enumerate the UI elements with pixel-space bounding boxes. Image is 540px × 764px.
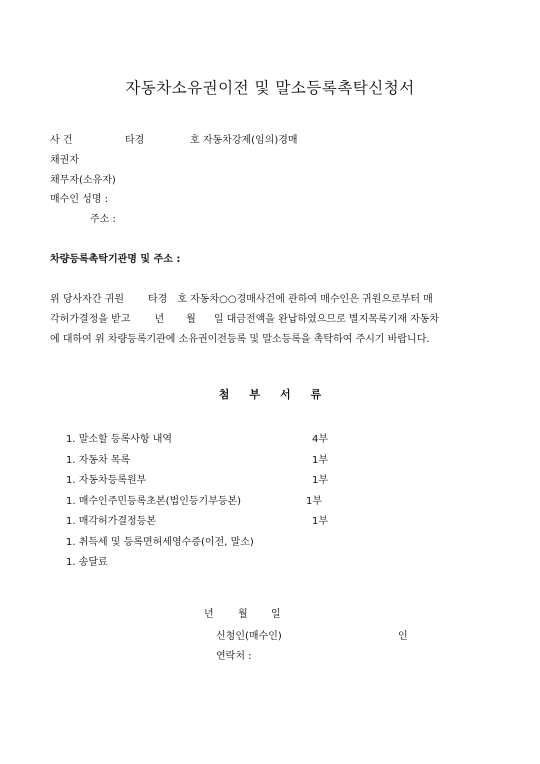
attachment-item-name: 1. 매수인주민등록초본(법인등기부등본) (66, 495, 242, 507)
applicant-label: 신청인(매수인) (216, 631, 282, 642)
body-line-2-part-3: 월 (186, 314, 196, 325)
body-line-2 (50, 310, 439, 325)
attachment-item-name: 1. 송달료 (66, 557, 108, 568)
attachment-item-count: 1부 (306, 495, 323, 507)
body-line-3: 에 대하여 위 차량등록기관에 소유권이전등록 및 말소등록을 촉탁하여 주시기 바랍니다. (50, 334, 430, 345)
attachment-item-name: 1. 자동차등록원부 (66, 475, 147, 486)
document-title: 자동차소유권이전 및 말소등록촉탁신청서 (125, 79, 415, 97)
attachment-item-count: 4부 (312, 434, 329, 445)
date-year: 년 (204, 609, 214, 620)
buyer-name-label: 매수인 성명 : (50, 194, 109, 205)
body-line-1-part-2: 타경 (147, 294, 168, 305)
case-label: 사 건 (50, 135, 73, 146)
attachment-item-count: 1부 (312, 516, 329, 527)
body-line-1-part-1: 위 당사자간 귀원 (50, 294, 124, 305)
attachment-item-count: 1부 (312, 475, 329, 486)
attachment-item-name: 1. 취득세 및 등록면허세영수증(이전, 말소) (66, 536, 254, 548)
body-line-1 (50, 290, 433, 305)
body-line-1-part-3: 호 자동차○○경매사건에 관하여 매수인은 귀원으로부터 매 (177, 294, 433, 305)
date-day: 일 (271, 609, 281, 620)
attachment-item-count: 1부 (312, 454, 329, 466)
body-line-2-part-4: 일 대금전액을 완납하였으므로 별지목록기재 자동차 (213, 314, 440, 325)
case-type: 호 자동차강제(임의)경매 (190, 135, 298, 146)
attachment-item-name: 1. 자동차 목록 (66, 454, 131, 466)
attachment-item-name: 1. 말소할 등록사항 내역 (66, 434, 173, 445)
buyer-address-label: 주소 : (90, 214, 116, 225)
contact-label: 연락처 : (216, 651, 252, 662)
date-month: 월 (238, 609, 248, 620)
debtor-label: 채무자(소유자) (50, 175, 116, 186)
attachment-item-name: 1. 매각허가결정등본 (66, 516, 156, 527)
seal-mark: 인 (398, 631, 408, 642)
creditor-label: 채권자 (50, 155, 79, 166)
attachments-heading: 첨부서류 (218, 388, 342, 401)
case-court: 타경 (125, 135, 145, 146)
registry-office-label: 차량등록촉탁기관명 및 주소 : (50, 254, 181, 265)
body-line-2-part-1: 각허가결정을 받고 (50, 314, 131, 325)
body-line-2-part-2: 년 (154, 314, 165, 325)
